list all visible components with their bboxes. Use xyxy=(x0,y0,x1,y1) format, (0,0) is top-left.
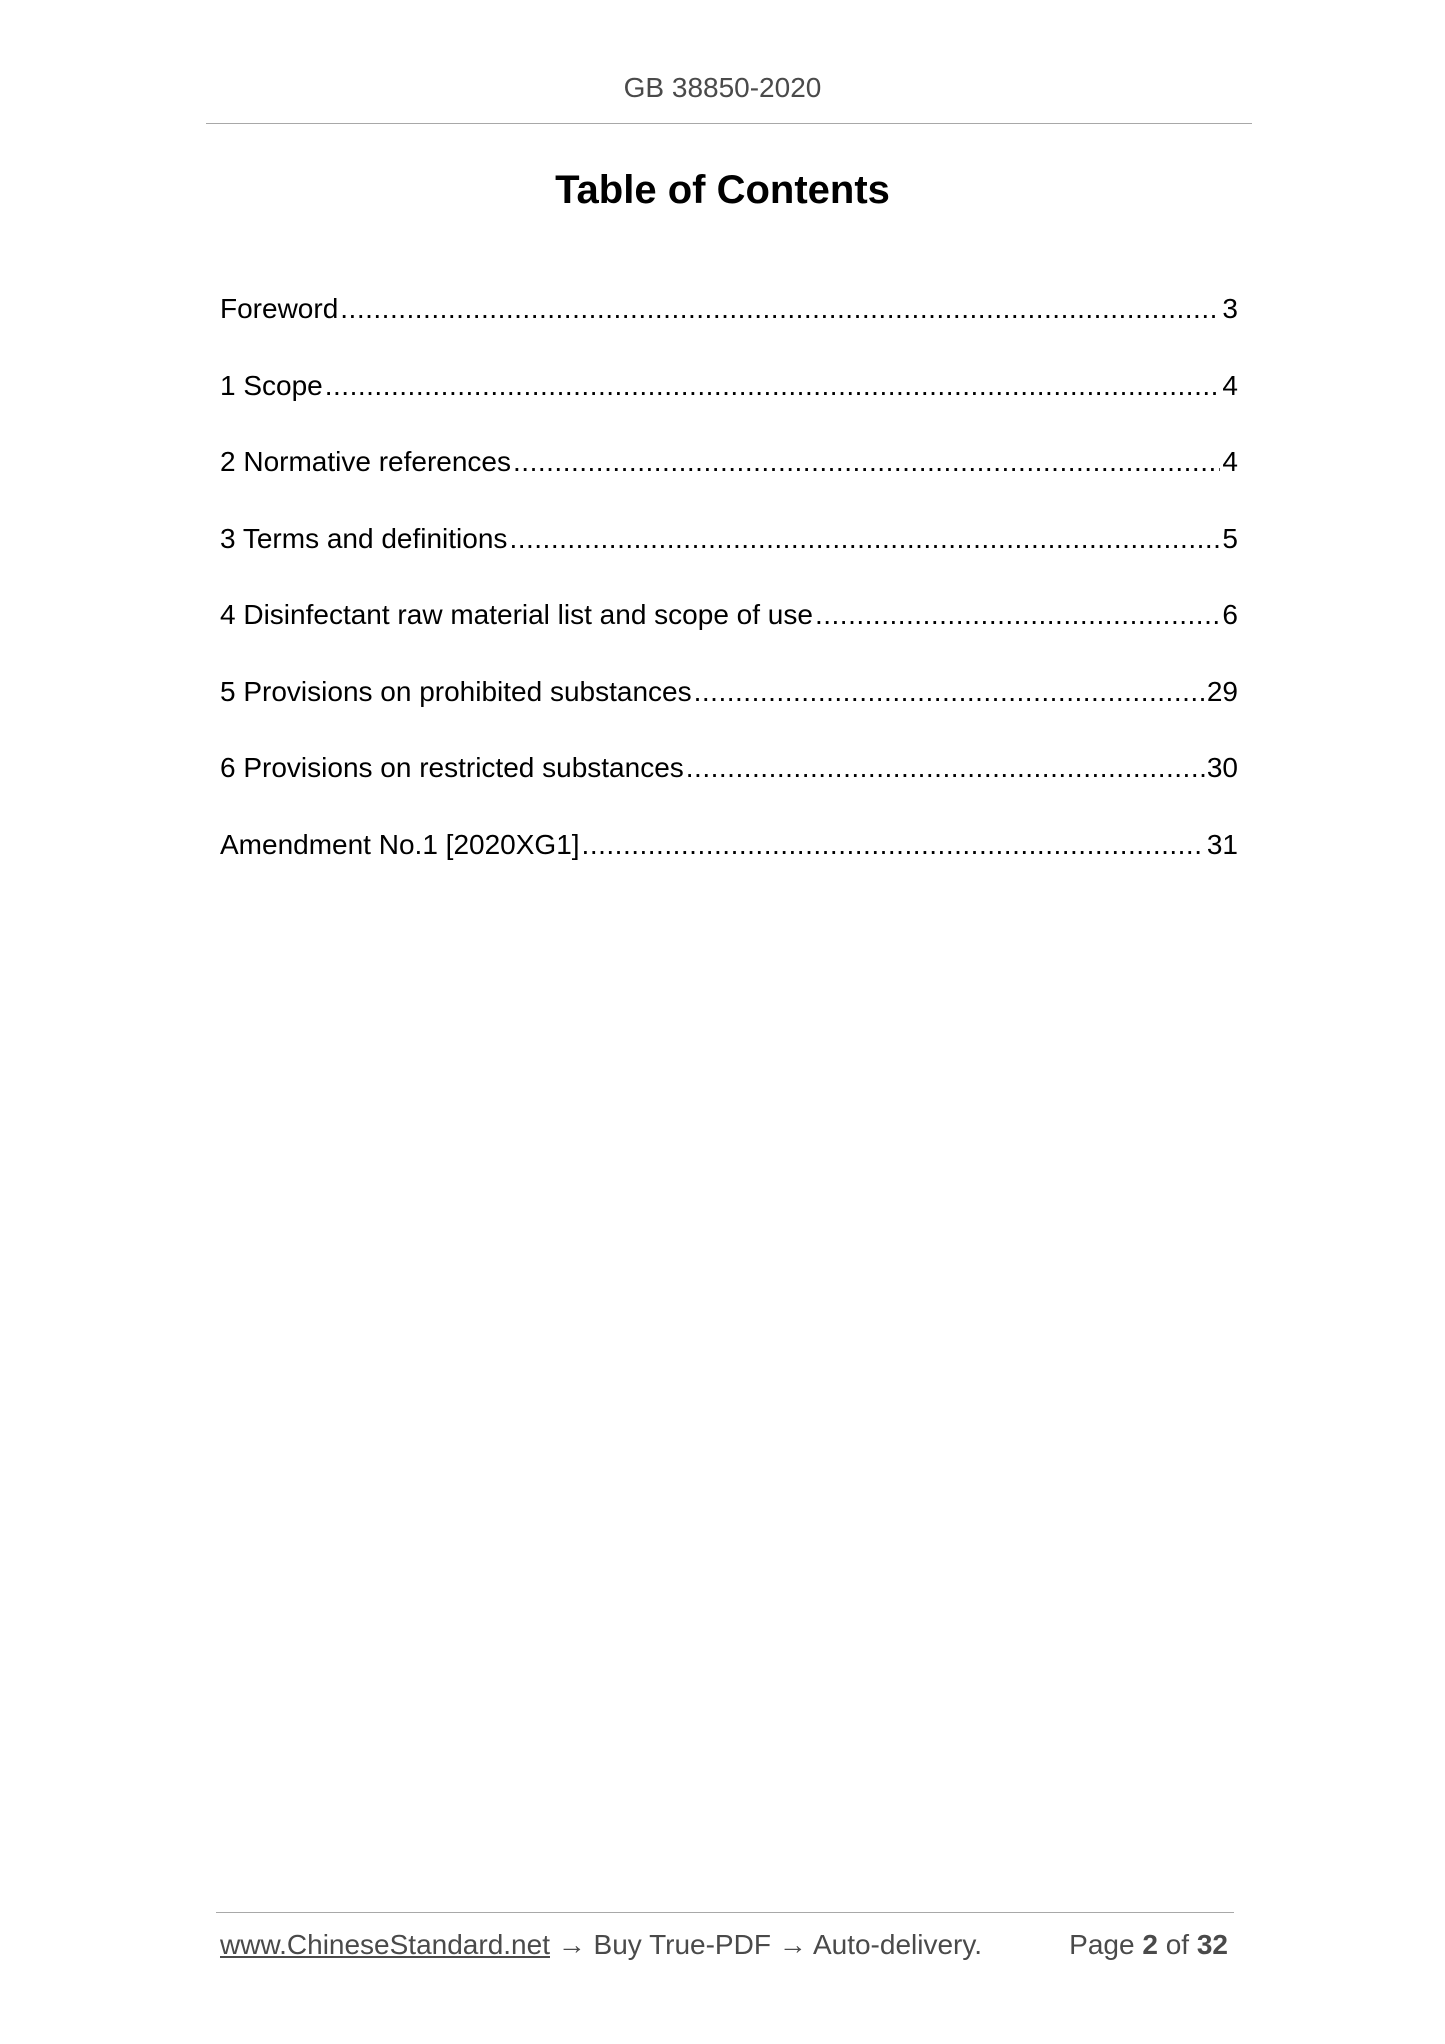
dot-leader xyxy=(582,823,1205,867)
toc-list xyxy=(220,287,1238,899)
header-divider xyxy=(206,123,1252,124)
dot-leader xyxy=(509,517,1220,561)
page-title: Table of Contents xyxy=(555,168,890,212)
page-footer xyxy=(220,1929,1232,1961)
toc-entry-label: 2 Normative references xyxy=(220,446,512,477)
toc-entry-disinfectant-list[interactable] xyxy=(220,593,1238,670)
total-pages: 32 xyxy=(1196,1929,1228,1960)
footer-promo xyxy=(220,1929,982,1961)
toc-entry-label: 4 Disinfectant raw material list and scope of use xyxy=(220,599,813,630)
page-label: Page xyxy=(1069,1929,1135,1960)
toc-entry-label: 3 Terms and definitions xyxy=(220,522,508,554)
page-number xyxy=(1069,1929,1232,1961)
toc-entry-page: 31 xyxy=(1206,828,1238,860)
toc-entry-label: Foreword xyxy=(220,293,339,324)
toc-entry-page: 3 xyxy=(1222,293,1238,324)
running-header: GB 38850-2020 xyxy=(623,72,822,103)
toc-entry-prohibited-substances[interactable] xyxy=(220,670,1238,747)
current-page: 2 xyxy=(1142,1929,1158,1960)
toc-entry-page: 6 xyxy=(1222,599,1238,630)
toc-entry-page: 29 xyxy=(1206,675,1238,707)
dot-leader xyxy=(686,746,1205,790)
toc-entry-label: 6 Provisions on restricted substances xyxy=(220,752,684,783)
buy-text: Buy True-PDF xyxy=(593,1929,771,1960)
toc-entry-page: 5 xyxy=(1222,522,1238,554)
toc-entry-label: 1 Scope xyxy=(220,369,323,401)
dot-leader xyxy=(513,440,1220,484)
dot-leader xyxy=(340,287,1220,331)
toc-entry-label: Amendment No.1 [2020XG1] xyxy=(220,828,580,860)
toc-entry-page: 30 xyxy=(1206,752,1238,783)
toc-entry-foreword[interactable] xyxy=(220,287,1238,364)
toc-entry-terms-and-definitions[interactable] xyxy=(220,517,1238,594)
website-link[interactable]: www.ChineseStandard.net xyxy=(220,1929,550,1960)
toc-entry-page: 4 xyxy=(1222,446,1238,477)
dot-leader xyxy=(815,593,1220,637)
dot-leader xyxy=(325,364,1221,408)
toc-entry-restricted-substances[interactable] xyxy=(220,746,1238,823)
footer-divider xyxy=(216,1912,1234,1913)
delivery-text: Auto-delivery. xyxy=(812,1929,983,1960)
toc-entry-label: 5 Provisions on prohibited substances xyxy=(220,675,692,707)
toc-entry-page: 4 xyxy=(1222,369,1238,401)
right-arrow-icon: → xyxy=(557,1929,586,1960)
toc-entry-amendment[interactable] xyxy=(220,823,1238,900)
toc-entry-scope[interactable] xyxy=(220,364,1238,441)
right-arrow-icon: → xyxy=(778,1929,807,1960)
toc-entry-normative-references[interactable] xyxy=(220,440,1238,517)
dot-leader xyxy=(694,670,1205,714)
of-label: of xyxy=(1165,1929,1190,1960)
